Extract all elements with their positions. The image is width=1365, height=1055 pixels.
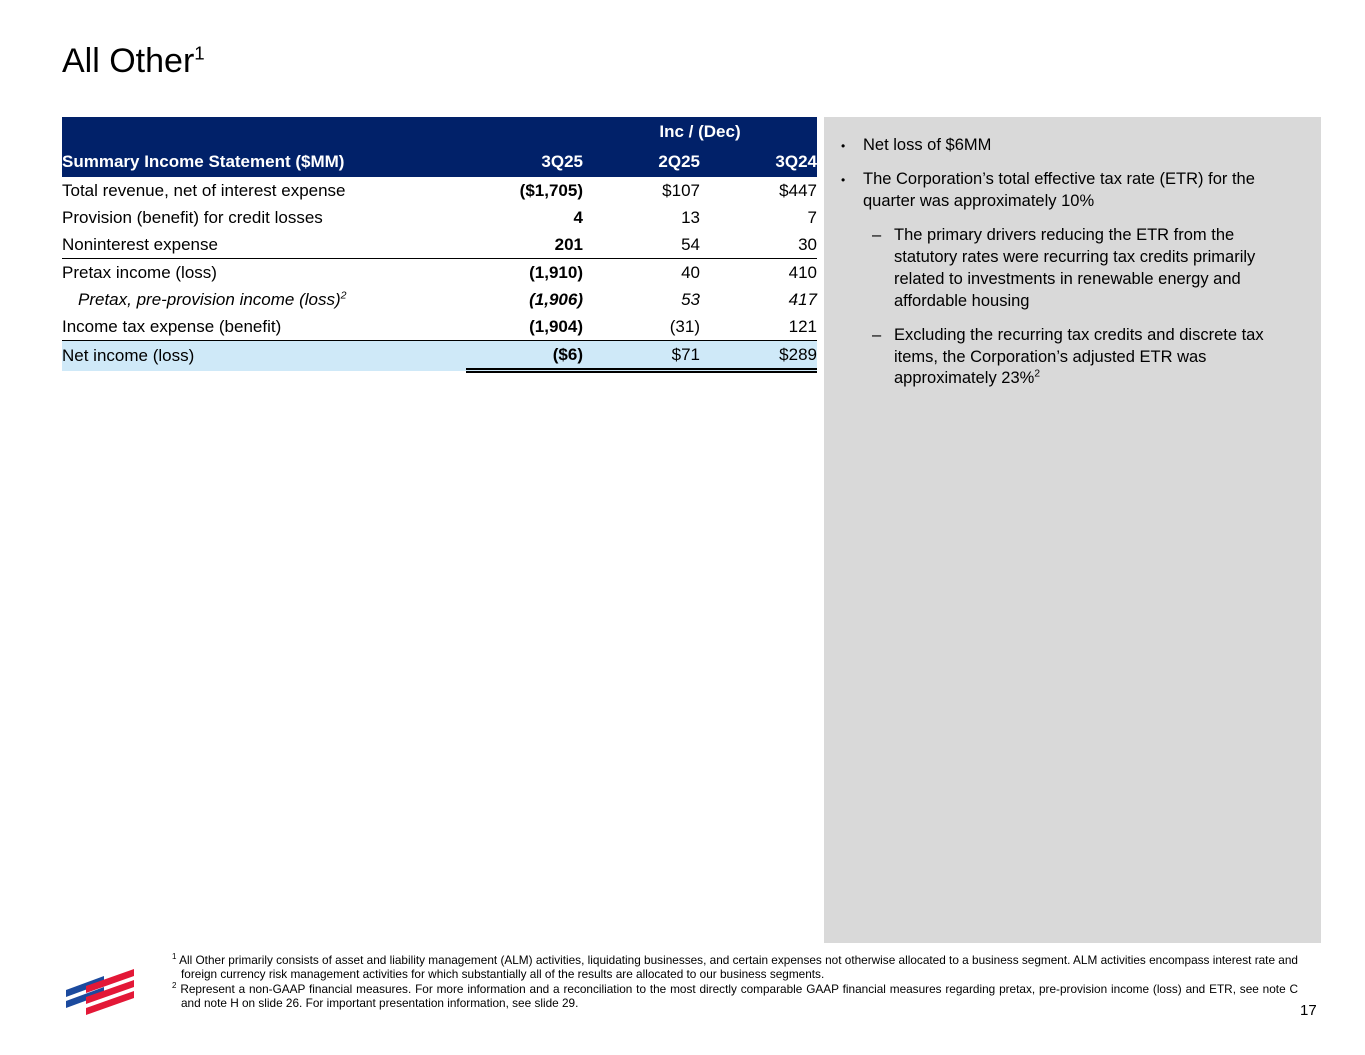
bullet-item-etr — [838, 169, 1297, 213]
table-row-noninterest-expense — [62, 231, 817, 259]
column-header-3q24: 3Q24 — [700, 147, 817, 177]
row-value-3q24: $289 — [700, 341, 817, 371]
row-label: Income tax expense (benefit) — [62, 316, 282, 336]
table-row-total-revenue — [62, 177, 817, 204]
row-label: Pretax income (loss) — [62, 259, 466, 287]
column-header-label: Summary Income Statement ($MM) — [62, 147, 466, 177]
row-value-3q25: (1,906) — [529, 289, 583, 309]
row-label: Provision (benefit) for credit losses — [62, 207, 323, 227]
row-value-3q25: 4 — [573, 207, 583, 227]
dash-icon: – — [872, 325, 882, 344]
group-header-spacer — [62, 117, 583, 147]
row-value-3q24: $447 — [779, 180, 817, 200]
bullet-text: The primary drivers reducing the ETR from the statutory rates were recurring tax credits primarily related to investments in renewable energy and affordable housing — [894, 225, 1256, 310]
bank-of-america-logo — [64, 968, 136, 1018]
row-value-3q24: 7 — [807, 207, 817, 227]
footnote-2 — [172, 982, 1298, 1011]
row-label: Net income (loss) — [62, 341, 466, 371]
row-value-3q25: (1,904) — [529, 316, 583, 336]
bullet-superscript: 2 — [1034, 368, 1041, 380]
footnote-1 — [172, 953, 1298, 982]
row-label-text: Pretax, pre-provision income (loss) — [78, 289, 341, 309]
dash-icon: – — [872, 225, 882, 244]
summary-income-statement-table — [62, 117, 817, 373]
row-value-3q25: ($1,705) — [519, 180, 583, 200]
bullet-text: The Corporation’s total effective tax rate (ETR) for the quarter was approximately 10% — [863, 169, 1255, 210]
row-label: Noninterest expense — [62, 234, 218, 254]
table-row-income-tax — [62, 313, 817, 341]
bullet-item-net-loss — [838, 135, 1297, 157]
table-row-net-income — [62, 341, 817, 371]
page-title — [62, 42, 205, 81]
column-header-2q25: 2Q25 — [583, 147, 700, 177]
row-value-2q25: 13 — [681, 207, 700, 227]
row-label-superscript: 2 — [340, 288, 347, 301]
row-value-3q25: ($6) — [466, 341, 583, 371]
row-value-3q24: 410 — [700, 259, 817, 287]
row-value-3q24: 417 — [788, 289, 817, 309]
table-header-row — [62, 147, 817, 177]
row-label: Total revenue, net of interest expense — [62, 180, 346, 200]
bullet-icon: • — [841, 172, 846, 187]
row-value-2q25: (31) — [669, 316, 700, 336]
footnote-text: Represent a non-GAAP financial measures. For more information and a reconciliation to the most directly comparable GAAP financial measures regarding pretax, pre-provision income (loss) and ETR, see note C and note H on slide 26. For important presentation information, see slide 29. — [180, 981, 1299, 1011]
row-label — [62, 286, 466, 313]
footnote-marker: 1 — [172, 952, 177, 962]
row-value-2q25: 53 — [681, 289, 700, 309]
row-value-2q25: $71 — [583, 341, 700, 371]
column-header-3q25: 3Q25 — [466, 147, 583, 177]
row-value-3q25: (1,910) — [466, 259, 583, 287]
table-row-pretax-income — [62, 259, 817, 287]
row-value-2q25: 40 — [583, 259, 700, 287]
page-title-superscript: 1 — [194, 42, 205, 64]
commentary-panel — [824, 117, 1321, 943]
bullet-text — [894, 325, 1297, 391]
bullet-icon: • — [841, 139, 846, 153]
bullet-text: Net loss of $6MM — [863, 136, 992, 154]
row-value-3q24: 121 — [788, 316, 817, 336]
table-row-pretax-pre-provision — [62, 286, 817, 313]
row-value-3q24: 30 — [798, 234, 817, 254]
sub-bullet-item-adjusted-etr — [872, 325, 1297, 391]
row-value-2q25: 54 — [681, 234, 700, 254]
row-value-2q25: $107 — [662, 180, 700, 200]
table-row-provision — [62, 204, 817, 231]
page-number: 17 — [1300, 1002, 1317, 1019]
group-header-inc-dec: Inc / (Dec) — [583, 117, 817, 147]
row-value-3q25: 201 — [554, 234, 583, 254]
page-title-text: All Other — [62, 42, 195, 80]
bullet-text-main: Excluding the recurring tax credits and discrete tax items, the Corporation’s adjusted ETR was approximately 23% — [894, 325, 1264, 388]
footnote-marker: 2 — [172, 980, 177, 990]
table-group-header-row — [62, 117, 817, 147]
sub-bullet-item-drivers — [872, 225, 1297, 313]
footnotes — [172, 953, 1298, 1011]
footnote-text: All Other primarily consists of asset and liability management (ALM) activities, liquidating businesses, and certain expenses not otherwise allocated to a business segment. ALM activities encompass interest rate and foreign currency risk management activities for which substantially all of the results are allocated to our business segments. — [179, 953, 1298, 982]
